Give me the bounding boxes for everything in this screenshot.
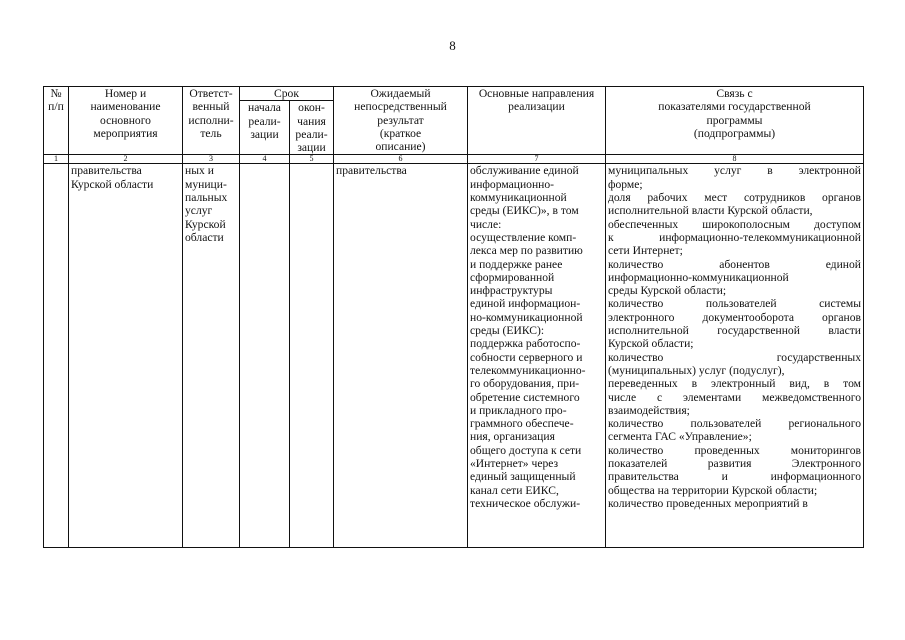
text-line: области — [185, 230, 224, 244]
text-line: и поддержке ранее — [470, 257, 563, 271]
text-line: тель — [200, 126, 222, 140]
header-expected-result — [334, 87, 468, 155]
text-line: мероприятия — [93, 126, 158, 140]
row-number-cell — [44, 164, 69, 548]
text-line: Курской — [185, 217, 226, 231]
text-line: описание) — [375, 140, 426, 154]
text-line: исполнительной государственной власти — [608, 324, 861, 338]
text-line: обретение системного — [470, 390, 580, 404]
text-line: граммного обеспече- — [470, 417, 574, 431]
text-line: числе с элементами межведомственного — [608, 390, 861, 404]
text-line: переведенных в электронный вид, в том — [608, 377, 861, 391]
text-line: Ожидаемый — [370, 87, 431, 100]
text-line: окон- — [298, 101, 325, 115]
text-line: ных и — [185, 164, 214, 178]
text-line: (подпрограммы) — [693, 126, 776, 140]
start-cell — [240, 164, 290, 548]
text-line: информационно- — [470, 177, 555, 191]
column-number: 2 — [69, 155, 183, 164]
text-line: электронного документооборота органов — [608, 310, 861, 324]
activity-name-cell — [69, 164, 183, 548]
header-row — [44, 87, 864, 101]
text-line: (краткое — [379, 126, 422, 140]
page-number: 8 — [449, 38, 456, 53]
text-line: п/п — [48, 100, 64, 114]
column-number: 7 — [468, 155, 606, 164]
header-indicators-link — [606, 87, 864, 155]
text-line: венный — [192, 100, 230, 114]
text-line: сегмента ГАС «Управление»; — [608, 430, 752, 444]
indicators-link-cell — [606, 164, 864, 548]
text-line: начала — [248, 101, 281, 115]
text-line: зации — [297, 141, 326, 155]
text-line: общества на территории Курской области; — [608, 483, 818, 497]
text-line: количество абонентов единой — [608, 257, 861, 271]
text-line: к информационно-телекоммуникационной — [608, 230, 861, 244]
column-number-row — [44, 155, 864, 164]
text-line: исполнительной власти Курской области, — [608, 204, 813, 218]
text-line: обеспеченных широкополосным доступом — [608, 217, 861, 231]
text-line: количество пользователей регионального — [608, 417, 861, 431]
text-line: количество пользователей системы — [608, 297, 861, 311]
column-number: 5 — [290, 155, 334, 164]
text-line: сформированной — [470, 270, 555, 284]
text-line: форме; — [608, 177, 643, 191]
text-line: го оборудования, при- — [470, 377, 580, 391]
text-line: правительства — [71, 164, 142, 178]
text-line: реали- — [248, 114, 281, 128]
header-activity-name — [69, 87, 183, 155]
header-term: Срок — [240, 87, 334, 101]
column-number: 6 — [334, 155, 468, 164]
expected-result-cell — [334, 164, 468, 548]
text-line: Связь с — [716, 87, 753, 100]
text-line: количество государственных — [608, 350, 861, 364]
text-line: Основные направления — [478, 87, 595, 100]
column-number: 4 — [240, 155, 290, 164]
header-end — [290, 101, 334, 155]
text-line: взаимодействия; — [608, 403, 690, 417]
text-line: поддержка работоспо- — [470, 337, 581, 351]
activities-table — [43, 86, 864, 548]
text-line: количество проведенных мониторингов — [608, 443, 861, 457]
text-line: муниципальных услуг в электронной — [608, 164, 861, 178]
header-start — [240, 101, 290, 155]
text-line: общего доступа к сети — [470, 443, 582, 457]
text-line: показателями государственной — [658, 100, 811, 114]
text-line: обслуживание единой — [470, 164, 579, 178]
text-line: канал сети ЕИКС, — [470, 483, 559, 497]
text-line: среды (ЕИКС)», в том — [470, 204, 579, 218]
text-line: единой информацион- — [470, 297, 581, 311]
text-line: (муниципальных) услуг (подуслуг), — [608, 363, 785, 377]
text-line: техническое обслужи- — [470, 496, 581, 510]
responsible-cell — [183, 164, 240, 548]
header-responsible — [183, 87, 240, 155]
text-line: «Интернет» через — [470, 457, 559, 471]
text-line: правительства — [336, 164, 407, 178]
column-number: 1 — [44, 155, 69, 164]
text-line: но-коммуникационной — [470, 310, 583, 324]
text-line: доля рабочих мест сотрудников органов — [608, 191, 861, 205]
text-line: наименование — [90, 100, 161, 114]
text-line: среды (ЕИКС): — [470, 324, 545, 338]
text-line: результат — [377, 113, 424, 127]
text-line: программы — [706, 113, 763, 127]
text-line: сети Интернет; — [608, 244, 683, 258]
text-line: Номер и — [104, 87, 147, 100]
text-line: лекса мер по развитию — [470, 244, 583, 258]
text-line: № — [50, 87, 62, 100]
text-line: зации — [250, 127, 279, 141]
header-directions — [468, 87, 606, 155]
table-row — [44, 164, 864, 548]
text-line: Курской области; — [608, 337, 694, 351]
text-line: инфраструктуры — [470, 284, 553, 298]
text-line: телекоммуникационно- — [470, 363, 586, 377]
column-number: 3 — [183, 155, 240, 164]
text-line: муници- — [185, 177, 227, 191]
text-line: ния, организация — [470, 430, 555, 444]
column-number: 8 — [606, 155, 864, 164]
text-line: собности серверного и — [470, 350, 583, 364]
text-line: осуществление комп- — [470, 230, 577, 244]
text-line: информационно-коммуникационной — [608, 270, 789, 284]
text-line: пальных — [185, 191, 228, 205]
text-line: реали- — [295, 127, 328, 141]
text-line: правительства и информационного — [608, 470, 861, 484]
text-line: реализации — [508, 100, 565, 114]
text-line: Ответст- — [189, 87, 233, 100]
directions-cell — [468, 164, 606, 548]
text-line: исполни- — [188, 113, 234, 127]
text-line: показателей развития Электронного — [608, 457, 861, 471]
text-line: услуг — [185, 204, 213, 218]
header-number — [44, 87, 69, 155]
text-line: среды Курской области; — [608, 284, 727, 298]
text-line: и прикладного про- — [470, 403, 567, 417]
text-line: чания — [297, 114, 326, 128]
text-line: непосредственный — [354, 100, 447, 114]
text-line: основного — [100, 113, 151, 127]
text-line: числе: — [470, 217, 502, 231]
text-line: единый защищенный — [470, 470, 576, 484]
end-cell — [290, 164, 334, 548]
text-line: коммуникационной — [470, 191, 567, 205]
text-line: количество проведенных мероприятий в — [608, 496, 808, 510]
text-line: Курской области — [71, 177, 154, 191]
